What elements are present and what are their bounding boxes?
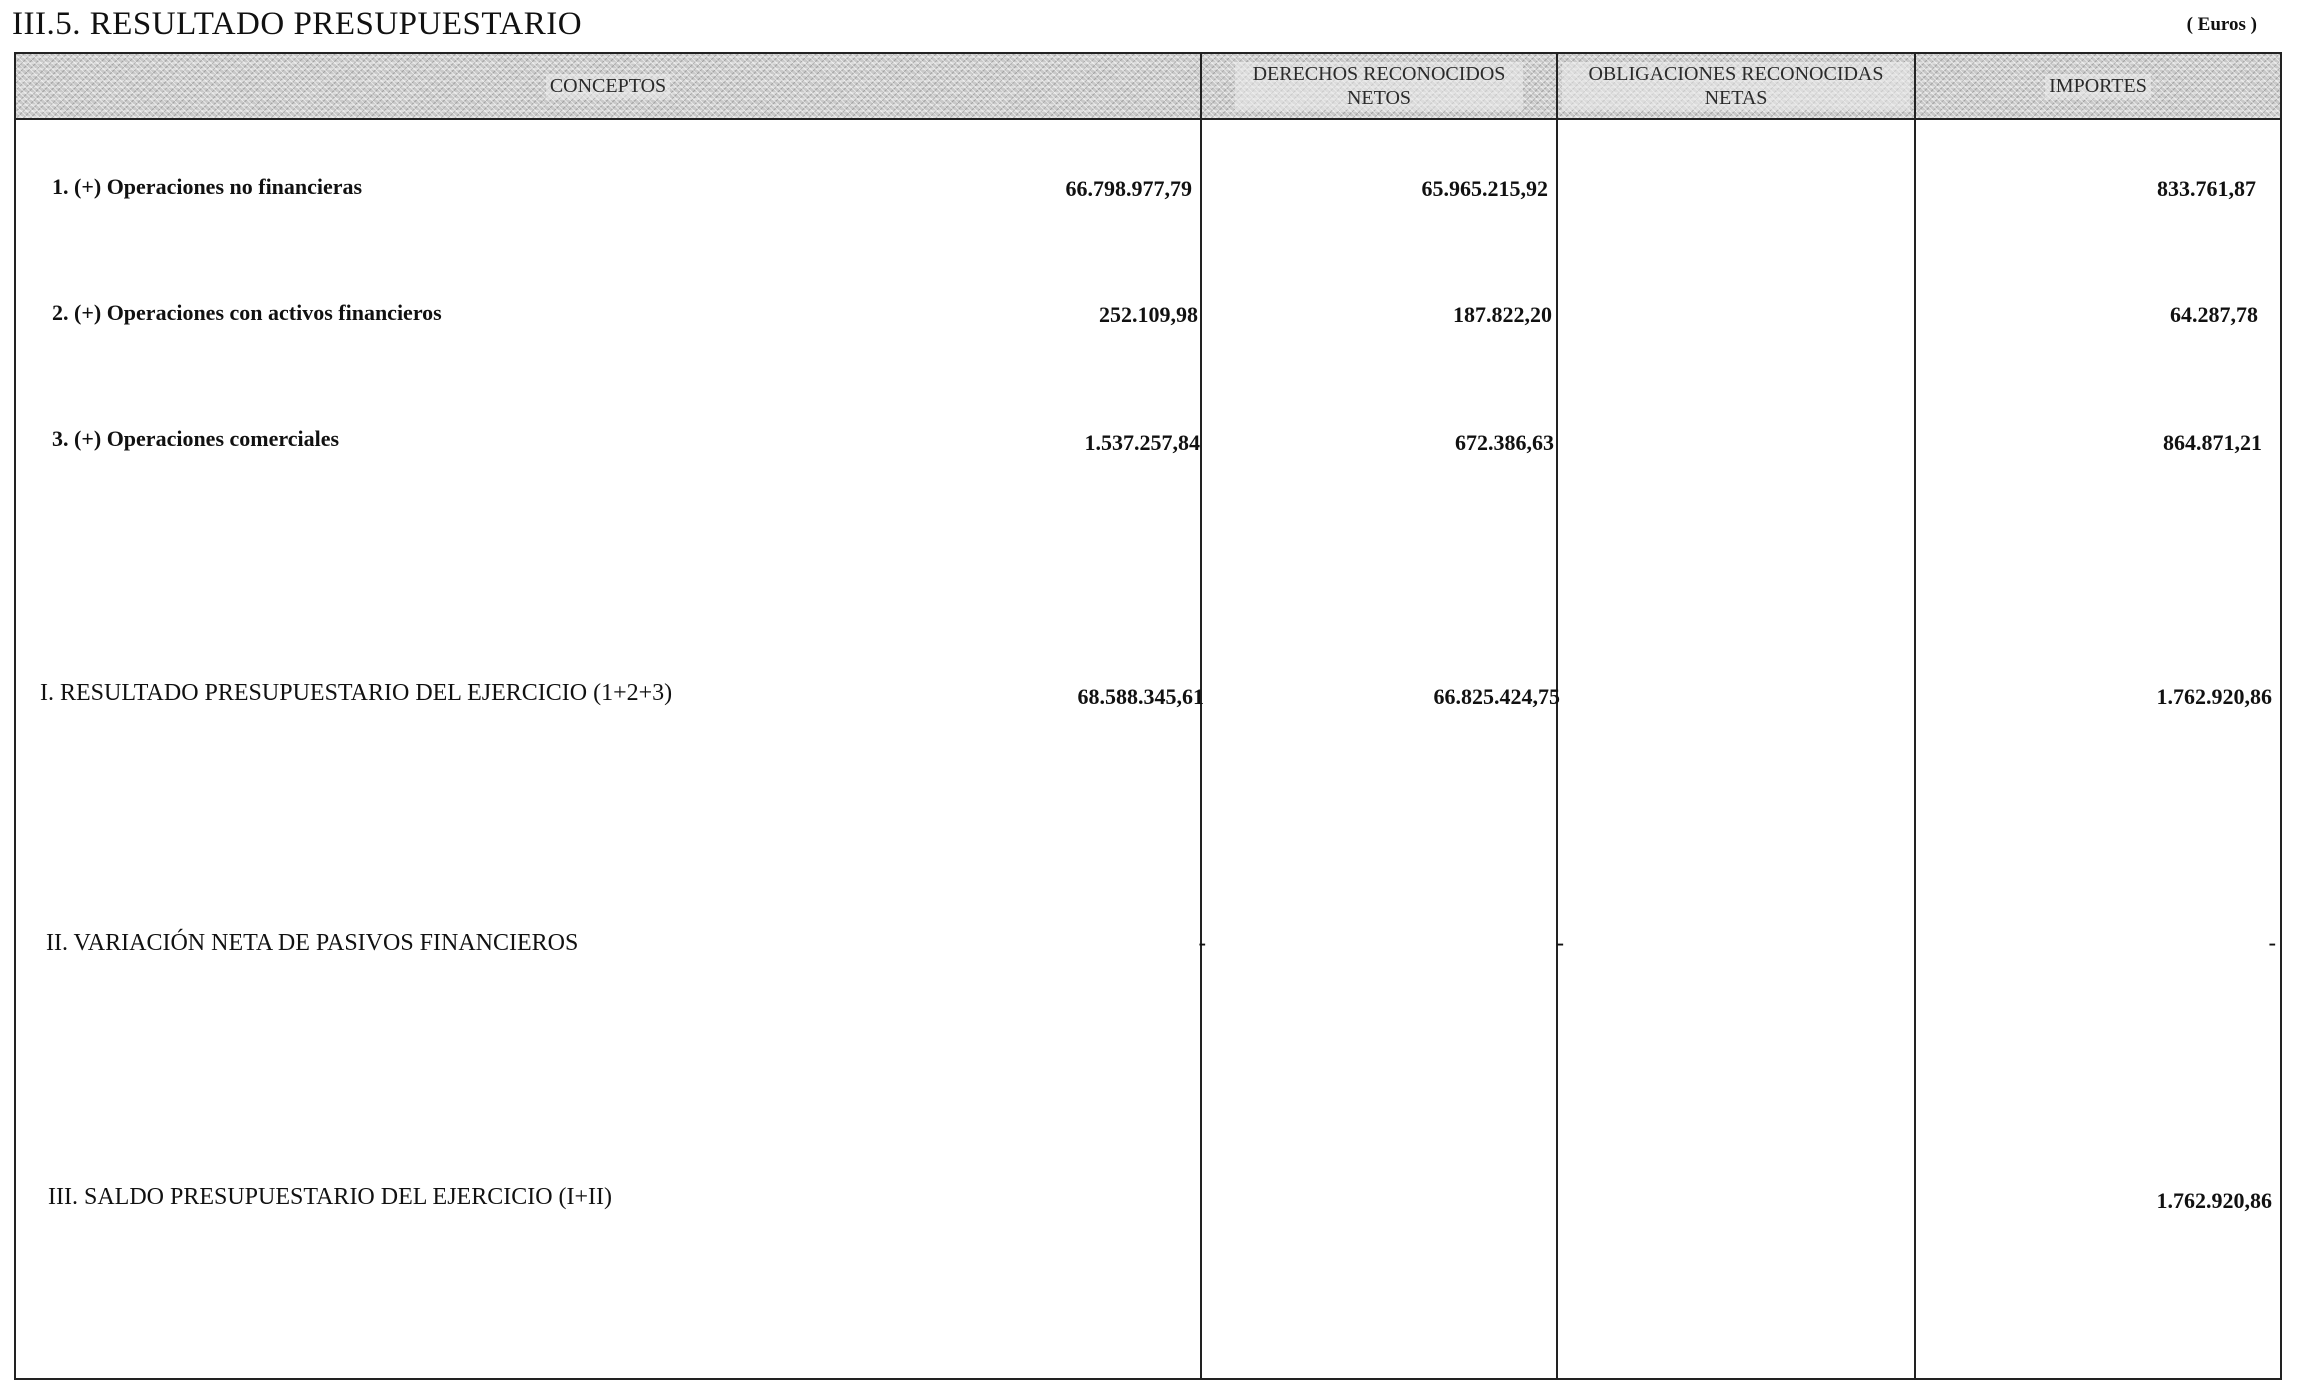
- row-importes-value: 1.762.920,86: [2156, 684, 2272, 709]
- row-obligaciones-value: -: [1556, 930, 1564, 955]
- header-conceptos: CONCEPTOS: [16, 54, 1200, 118]
- column-divider: [1556, 54, 1558, 1378]
- row-concept-label: 3. (+) Operaciones comerciales: [52, 426, 340, 451]
- row-derechos-value: 68.588.345,61: [1077, 684, 1204, 709]
- row-importes-value: 1.762.920,86: [2156, 1188, 2272, 1213]
- row-obligaciones-value: 65.965.215,92: [1421, 176, 1548, 201]
- row-obligaciones-value: 672.386,63: [1455, 430, 1554, 455]
- row-concept-label: 2. (+) Operaciones con activos financieros: [52, 300, 442, 325]
- table-header-row: [16, 54, 2280, 120]
- row-total-label: II. VARIACIÓN NETA DE PASIVOS FINANCIEROS: [46, 930, 579, 956]
- row-concept-label: 1. (+) Operaciones no financieras: [52, 174, 363, 199]
- row-obligaciones-value: 187.822,20: [1453, 302, 1552, 327]
- row-importes-value: -: [2268, 930, 2276, 955]
- budget-result-table: [14, 52, 2282, 1380]
- row-importes-value: 864.871,21: [2163, 430, 2262, 455]
- row-derechos-value: 252.109,98: [1099, 302, 1198, 327]
- header-derechos: DERECHOS RECONOCIDOS NETOS: [1202, 54, 1556, 118]
- column-divider: [1200, 54, 1202, 1378]
- row-obligaciones-value: 66.825.424,75: [1433, 684, 1560, 709]
- header-obligaciones: OBLIGACIONES RECONOCIDAS NETAS: [1558, 54, 1914, 118]
- currency-note: ( Euros ): [2186, 14, 2257, 35]
- page-title: III.5. RESULTADO PRESUPUESTARIO: [12, 6, 583, 42]
- row-importes-value: 833.761,87: [2157, 176, 2256, 201]
- row-derechos-value: -: [1198, 930, 1206, 955]
- column-divider: [1914, 54, 1916, 1378]
- row-derechos-value: 1.537.257,84: [1084, 430, 1200, 455]
- header-importes: IMPORTES: [1916, 54, 2280, 118]
- row-importes-value: 64.287,78: [2170, 302, 2258, 327]
- row-total-label: I. RESULTADO PRESUPUESTARIO DEL EJERCICIO (1+2+3): [40, 680, 673, 706]
- row-total-label: III. SALDO PRESUPUESTARIO DEL EJERCICIO (I+II): [48, 1184, 613, 1210]
- row-derechos-value: 66.798.977,79: [1065, 176, 1192, 201]
